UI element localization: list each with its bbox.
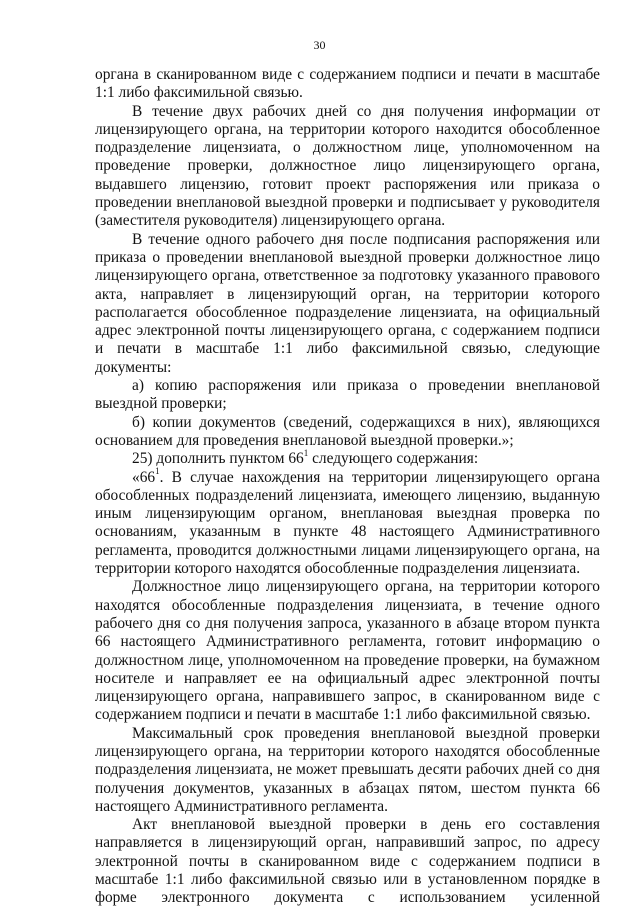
paragraph-2: В течение двух рабочих дней со дня получения информации от лицензирующего органа, на территории которого находится обособленное подразделение лицензиата, о должностном лице, уполномоченном на проведение проверки, должностное лицо лицензирующего органа, выдавшего лицензию, готовит проект распоряжения или приказа о проведении внеплановой выездной проверки и подписывает у руководителя (заместителя руководителя) лицензирующего органа. xyxy=(95,102,600,230)
clause-number: «66 xyxy=(132,468,156,486)
document-body xyxy=(95,66,600,908)
amendment-intro-text: 25) дополнить пунктом 66 xyxy=(132,450,304,468)
list-item-a: а) копию распоряжения или приказа о проведении внеплановой выездной проверки; xyxy=(95,377,600,413)
clause-text: . В случае нахождения на территории лицензирующего органа обособленных подразделений лицензиата, имеющего лицензию, выданную иным лицензирующим органом, внеплановая выездная проверка по основаниям, указанным в пункте 48 настоящего Административного регламента, проводится должностными лицами лицензирующего органа, на территории которого находятся обособленные подразделения лицензиата. xyxy=(95,468,600,578)
page-number: 30 xyxy=(313,38,326,52)
clause-66-1 xyxy=(95,466,600,579)
paragraph-act: Акт внеплановой выездной проверки в день его составления направляется в лицензирующий орган, направивший запрос, по адресу электронной почты в сканированном виде с содержанием подписи в масштабе 1:1 либо факсимильной связью или в установленном порядке в форме электронного документа с использованием усиленной xyxy=(95,816,600,907)
paragraph-1: органа в сканированном виде с содержанием подписи и печати в масштабе 1:1 либо факсимильной связью. xyxy=(95,66,600,102)
paragraph-3: В течение одного рабочего дня после подписания распоряжения или приказа о проведении внеплановой выездной проверки должностное лицо лицензирующего органа, ответственное за подготовку указанного правового акта, направляет в лицензирующий орган, на территории которого располагается обособленное подразделение лицензиата, на официальный адрес электронной почты лицензирующего органа, с содержанием подписи и печати в масштабе 1:1 либо факсимильной связью, следующие документы: xyxy=(95,230,600,376)
superscript-marker: 1 xyxy=(155,466,160,477)
list-item-b: б) копии документов (сведений, содержащихся в них), являющихся основанием для проведения внеплановой выездной проверки.»; xyxy=(95,413,600,449)
superscript-marker: 1 xyxy=(303,448,309,459)
paragraph-official: Должностное лицо лицензирующего органа, на территории которого находятся обособленные подразделения лицензиата, в течение одного рабочего дня со дня получения запроса, указанного в абзаце втором пункта 66 настоящего Административного регламента, готовит информацию о должностном лице, уполномоченном на проведение проверки, на бумажном носителе и направляет ее на официальный адрес электронной почты лицензирующего органа, направившего запрос, в сканированном виде с содержанием подписи и печати в масштабе 1:1 либо факсимильной связью. xyxy=(95,578,600,724)
amendment-intro-tail: следующего содержания: xyxy=(308,450,479,468)
amendment-intro xyxy=(95,450,600,468)
paragraph-max-term: Максимальный срок проведения внеплановой выездной проверки лицензирующего органа, на территории которого находятся обособленные подразделения лицензиата, не может превышать десяти рабочих дней со дня получения документов, указанных в абзацах пятом, шестом пункта 66 настоящего Административного регламента. xyxy=(95,724,600,815)
